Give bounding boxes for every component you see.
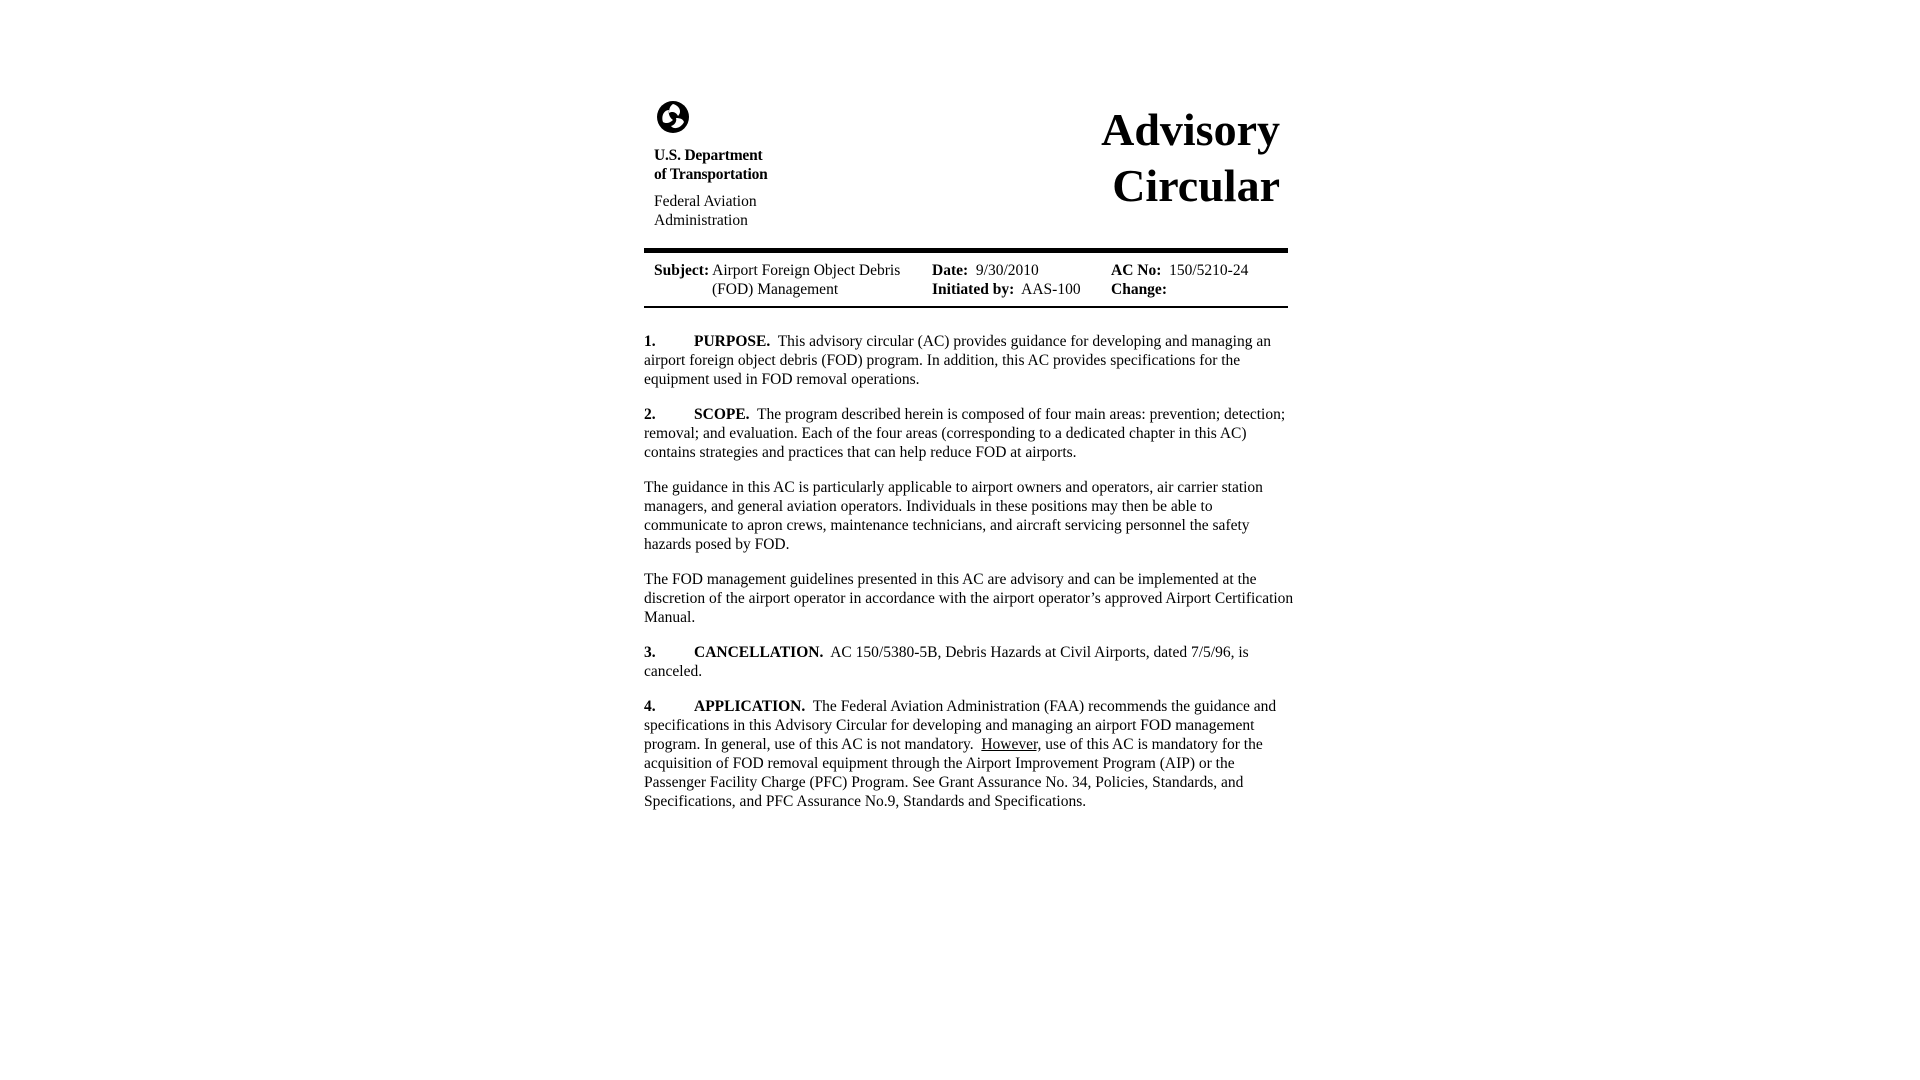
department-line-1: U.S. Department: [654, 147, 763, 164]
section-number: 1.: [644, 333, 656, 350]
section-text: AC 150/5380-5B, Debris Hazards at Civil Airports, dated 7/5/96, is canceled.: [644, 644, 1249, 680]
underlined-word: However,: [981, 736, 1042, 753]
advisory-circular-page: [644, 98, 1294, 810]
change-label: Change:: [1111, 281, 1167, 298]
ac-number-block: [1111, 261, 1291, 299]
section-cancellation: [644, 643, 1294, 681]
subject-value-line-2: (FOD) Management: [712, 281, 839, 298]
document-body: [644, 332, 1294, 827]
ac-number-label: AC No:: [1111, 262, 1162, 279]
initiated-label: Initiated by:: [932, 281, 1015, 298]
section-heading: PURPOSE.: [694, 333, 771, 350]
section-number: 4.: [644, 698, 656, 715]
section-heading: CANCELLATION.: [694, 644, 824, 661]
section-number: 3.: [644, 644, 656, 661]
subject-value-line-1: Airport Foreign Object Debris: [712, 262, 901, 279]
agency-line-1: Federal Aviation: [654, 193, 757, 210]
section-text: This advisory circular (AC) provides guidance for developing and managing an airport foreign object debris (FOD) program. In addition, this AC provides specifications for the equipment used in FOD removal operations.: [644, 333, 1271, 388]
date-label: Date:: [932, 262, 969, 279]
subject-block: [654, 261, 924, 299]
section-text: The program described herein is composed of four main areas: prevention; detection; removal; and evaluation. Each of the four areas (corresponding to a dedicated chapter in this AC) contains strategies and practices that can help reduce FOD at airports.: [644, 406, 1286, 461]
dot-triskelion-logo-icon: [656, 100, 690, 134]
document-title: [1101, 102, 1280, 214]
subject-label: Subject:: [654, 262, 710, 279]
section-scope: [644, 405, 1294, 462]
document-header: [644, 98, 1288, 298]
date-value: 9/30/2010: [975, 262, 1039, 279]
section-text-b: use of this AC is mandatory for the acquisition of FOD removal equipment through the Airport Improvement Program (AIP) or the Passenger Facility Charge (PFC) Program. See Grant Assurance No. 34, Policies, Standards, and Specifications, and PFC Assurance No.9, Standards and Specifications.: [644, 736, 1263, 810]
department-name: [654, 146, 768, 184]
agency-line-2: Administration: [654, 212, 748, 229]
ac-number-value: 150/5210-24: [1169, 262, 1249, 279]
scope-paragraph-2: The guidance in this AC is particularly applicable to airport owners and operators, air carrier station managers, and general aviation operators. Individuals in these positions may then be able to communicate to apron crews, maintenance technicians, and aircraft servicing personnel the safety hazards posed by FOD.: [644, 479, 1263, 553]
section-number: 2.: [644, 406, 656, 423]
title-line-1: Advisory: [1101, 104, 1280, 155]
date-block: [932, 261, 1112, 299]
department-line-2: of Transportation: [654, 166, 768, 183]
title-line-2: Circular: [1112, 160, 1280, 211]
section-purpose: [644, 332, 1294, 389]
section-text-a: The Federal Aviation Administration (FAA) recommends the guidance and specifications in this Advisory Circular for developing and managing an airport FOD management program. In general, use of this AC is not mandatory.: [644, 698, 1277, 753]
initiated-value: AAS-100: [1021, 281, 1081, 298]
agency-name: [654, 192, 757, 230]
scope-paragraph-3: The FOD management guidelines presented in this AC are advisory and can be implemented at the discretion of the airport operator in accordance with the airport operator’s approved Airport Certification Manual.: [644, 571, 1294, 626]
section-heading: APPLICATION.: [694, 698, 806, 715]
section-application: [644, 697, 1294, 811]
section-heading: SCOPE.: [694, 406, 750, 423]
header-divider-thick: [644, 248, 1288, 253]
header-divider-thin: [644, 306, 1288, 308]
